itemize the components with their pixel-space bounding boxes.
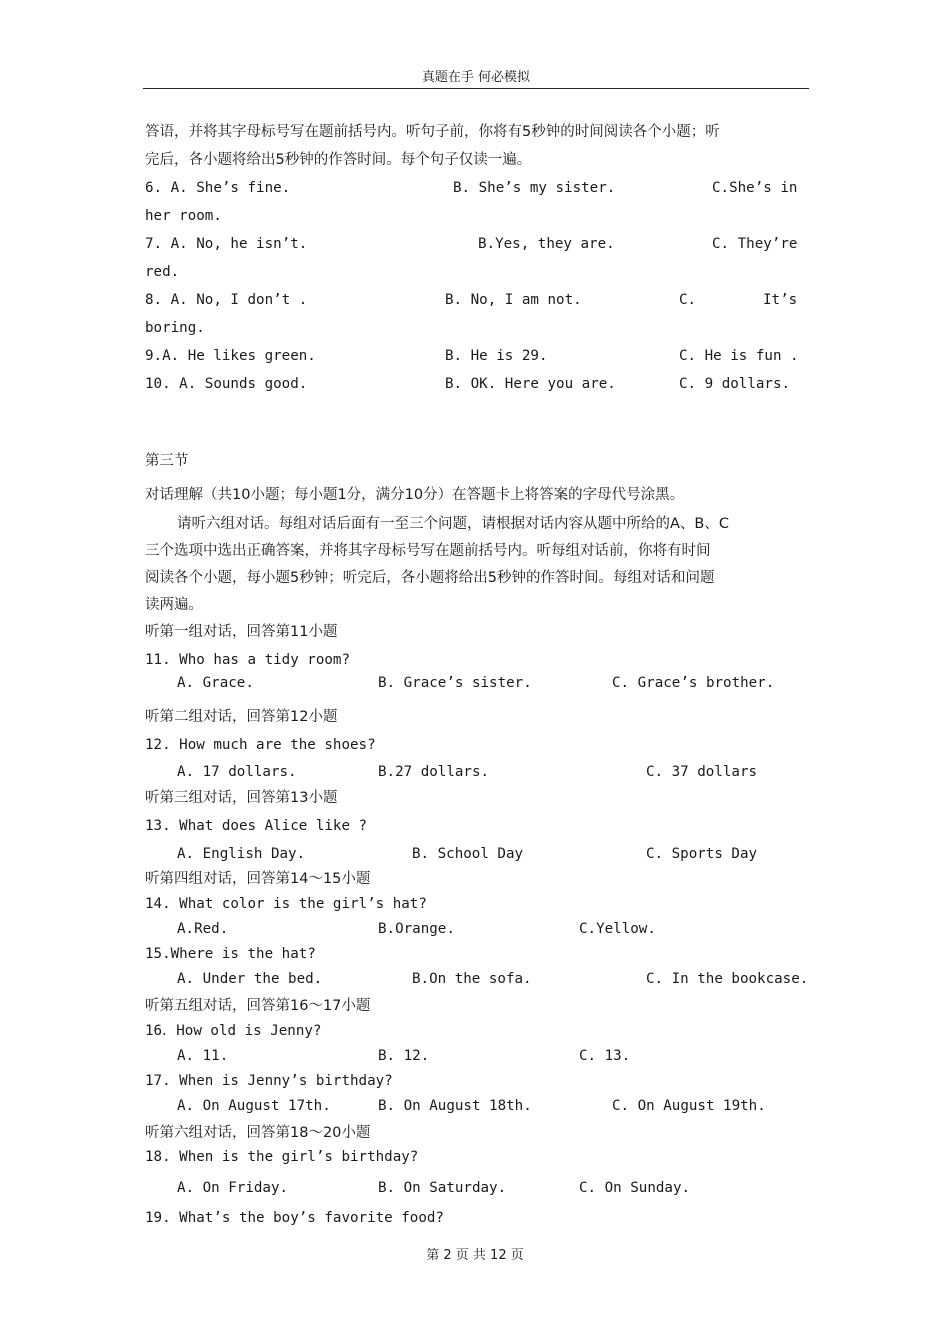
- q15-question: 15.Where is the hat?: [145, 946, 316, 962]
- q6-option-c: C.She’s in: [712, 180, 798, 196]
- q8-option-c-continued: boring.: [145, 320, 205, 336]
- intro-line-1: 答语，并将其字母标号写在题前括号内。听句子前，你将有5秒钟的时间阅读各个小题；听: [145, 124, 720, 140]
- section3-subtitle: 对话理解（共10小题；每小题1分，满分10分）在答题卡上将答案的字母代号涂黑。: [145, 487, 685, 503]
- intro-line-2: 完后，各小题将给出5秒钟的作答时间。每个句子仅读一遍。: [145, 152, 532, 168]
- q15-option-a: A. Under the bed.: [177, 971, 323, 987]
- group2-heading: 听第二组对话，回答第12小题: [145, 709, 338, 725]
- section3-instruction-2: 三个选项中选出正确答案，并将其字母标号写在题前括号内。听每组对话前，你将有时间: [145, 543, 711, 559]
- q8-option-a: 8. A. No, I don’t .: [145, 292, 308, 308]
- q14-option-b: B.Orange.: [378, 921, 455, 937]
- q7-option-b: B.Yes, they are.: [478, 236, 615, 252]
- q17-question: 17. When is Jenny’s birthday?: [145, 1073, 393, 1089]
- q13-option-c: C. Sports Day: [646, 846, 758, 862]
- q19-question: 19. What’s the boy’s favorite food?: [145, 1210, 444, 1226]
- q11-option-b: B. Grace’s sister.: [378, 675, 532, 691]
- q11-question: 11. Who has a tidy room?: [145, 652, 350, 668]
- q10-option-a: 10. A. Sounds good.: [145, 376, 308, 392]
- group1-heading: 听第一组对话，回答第11小题: [145, 624, 338, 640]
- q15-option-b: B.On the sofa.: [412, 971, 532, 987]
- q16-option-b: B. 12.: [378, 1048, 430, 1064]
- q13-option-b: B. School Day: [412, 846, 524, 862]
- q16-question: 16．How old is Jenny?: [145, 1023, 322, 1039]
- q9-option-a: 9.A. He likes green.: [145, 348, 316, 364]
- section3-instruction-4: 读两遍。: [145, 597, 203, 613]
- q18-option-a: A. On Friday.: [177, 1180, 289, 1196]
- q17-option-a: A. On August 17th.: [177, 1098, 331, 1114]
- q6-option-a: 6. A. She’s fine.: [145, 180, 291, 196]
- header-divider: [143, 88, 809, 89]
- q7-option-c-continued: red.: [145, 264, 180, 280]
- q14-option-c: C.Yellow.: [579, 921, 656, 937]
- q8-option-c-text: It’s: [763, 292, 798, 308]
- q6-option-c-continued: her room.: [145, 208, 222, 224]
- q14-question: 14. What color is the girl’s hat?: [145, 896, 427, 912]
- q12-question: 12. How much are the shoes?: [145, 737, 376, 753]
- q18-question: 18. When is the girl’s birthday?: [145, 1149, 419, 1165]
- q7-option-a: 7. A. No, he isn’t.: [145, 236, 308, 252]
- q8-option-c-letter: C.: [679, 292, 697, 308]
- q10-option-c: C. 9 dollars.: [679, 376, 791, 392]
- q16-option-a: A. 11.: [177, 1048, 229, 1064]
- q7-option-c: C. They’re: [712, 236, 798, 252]
- q18-option-c: C. On Sunday.: [579, 1180, 691, 1196]
- q12-option-a: A. 17 dollars.: [177, 764, 297, 780]
- group4-heading: 听第四组对话，回答第14～15小题: [145, 871, 371, 887]
- page-header-title: 真题在手 何必模拟: [421, 70, 531, 85]
- q9-option-b: B. He is 29.: [445, 348, 548, 364]
- q18-option-b: B. On Saturday.: [378, 1180, 507, 1196]
- section3-instruction-3: 阅读各个小题，每小题5秒钟；听完后，各小题将给出5秒钟的作答时间。每组对话和问题: [145, 570, 715, 586]
- q15-option-c: C. In the bookcase.: [646, 971, 809, 987]
- section3-title: 第三节: [145, 453, 189, 469]
- q6-option-b: B. She’s my sister.: [453, 180, 616, 196]
- q9-option-c: C. He is fun .: [679, 348, 799, 364]
- q12-option-c: C. 37 dollars: [646, 764, 758, 780]
- q17-option-b: B. On August 18th.: [378, 1098, 532, 1114]
- q13-question: 13. What does Alice like ?: [145, 818, 368, 834]
- q12-option-b: B.27 dollars.: [378, 764, 490, 780]
- group3-heading: 听第三组对话，回答第13小题: [145, 790, 338, 806]
- q8-option-b: B. No, I am not.: [445, 292, 582, 308]
- q10-option-b: B. OK. Here you are.: [445, 376, 616, 392]
- group5-heading: 听第五组对话，回答第16～17小题: [145, 998, 371, 1014]
- q17-option-c: C. On August 19th.: [612, 1098, 766, 1114]
- q11-option-c: C. Grace’s brother.: [612, 675, 775, 691]
- page-footer-number: 第 2 页 共 12 页: [426, 1248, 524, 1263]
- q14-option-a: A.Red.: [177, 921, 229, 937]
- q11-option-a: A. Grace.: [177, 675, 254, 691]
- q16-option-c: C. 13.: [579, 1048, 631, 1064]
- q13-option-a: A. English Day.: [177, 846, 306, 862]
- group6-heading: 听第六组对话，回答第18～20小题: [145, 1125, 371, 1141]
- section3-instruction-1: 请听六组对话。每组对话后面有一至三个问题，请根据对话内容从题中所给的A、B、C: [177, 516, 729, 532]
